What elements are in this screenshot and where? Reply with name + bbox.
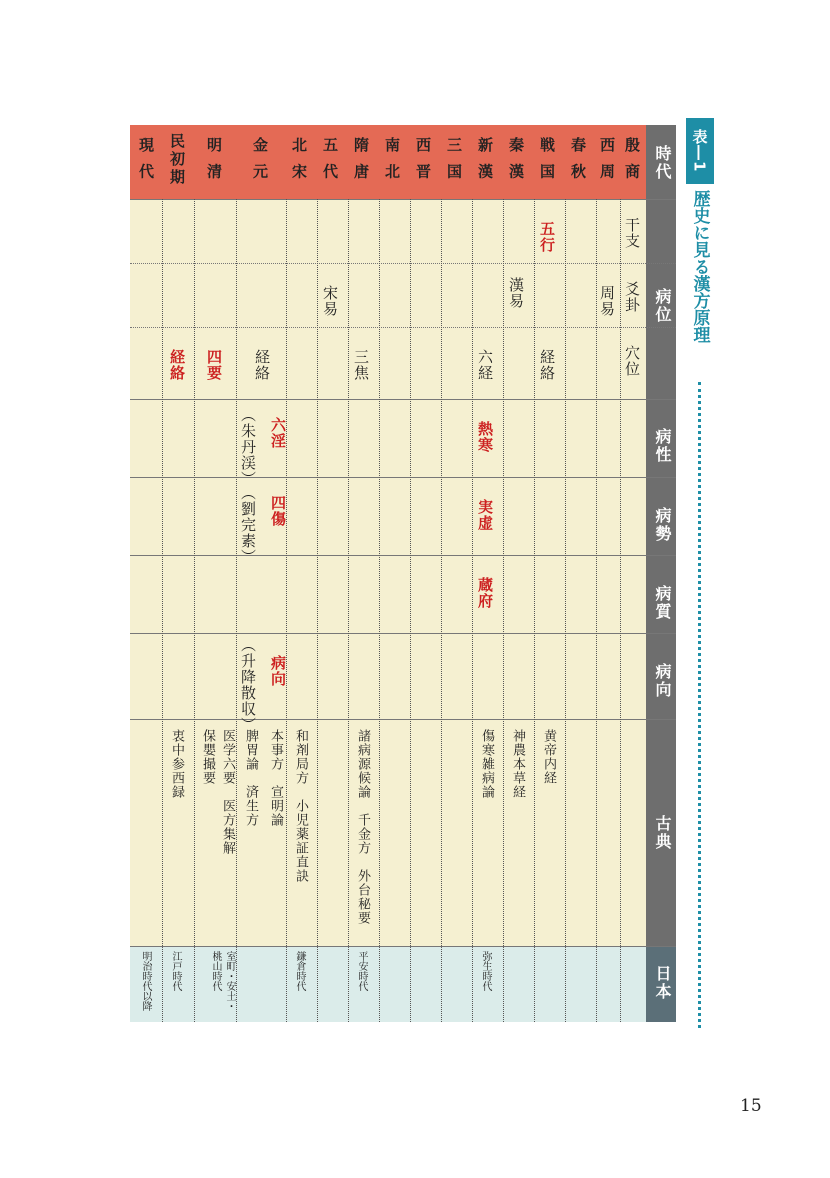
cell-shishou: 四傷 <box>269 495 287 527</box>
era-label: 殷 商 <box>623 137 641 182</box>
cell-kanshi: 干支 <box>623 217 641 249</box>
cell-keiraku2: 経絡 <box>253 349 271 381</box>
cell-netsukan: 熱寒 <box>476 421 494 453</box>
cell-ryuukanso: （劉完素） <box>239 485 257 565</box>
japan-period: 平安時代 <box>356 951 367 991</box>
japan-period: 鎌倉時代 <box>294 951 305 991</box>
era-label: 秦 漢 <box>507 137 525 182</box>
japan-period: 明治時代以降 <box>140 951 151 1011</box>
header-byousei: 病性 <box>653 428 672 464</box>
cell-zoufu: 蔵府 <box>476 577 494 609</box>
era-label: 西 周 <box>598 137 616 182</box>
col-sep <box>130 263 676 264</box>
row-sep <box>534 199 535 1022</box>
history-table <box>130 125 676 1022</box>
cell-shoukousanshuu: （升降散収） <box>239 637 257 733</box>
book-cell: 和剤局方 小児薬証直訣 <box>293 729 308 883</box>
row-sep <box>286 199 287 1022</box>
era-label: 南 北 <box>383 137 401 182</box>
era-label: 明 清 <box>205 137 223 182</box>
book-cell: 脾胃論 済生方 <box>243 729 258 827</box>
cell-jikkyo: 実虚 <box>476 499 494 531</box>
col-sep <box>130 719 676 720</box>
row-sep <box>379 199 380 1022</box>
row-sep <box>503 199 504 1022</box>
header-byoushitsu: 病質 <box>653 585 672 621</box>
era-label: 現 代 <box>137 137 155 182</box>
era-label: 西 晋 <box>414 137 432 182</box>
cell-bunka: 爻卦 <box>623 281 641 313</box>
cell-keiraku1: 経絡 <box>538 349 556 381</box>
era-label: 五 代 <box>321 137 339 182</box>
cell-rokuin: 六淫 <box>269 417 287 449</box>
japan-period: 桃山時代 <box>210 951 221 991</box>
era-label: 民初期 <box>168 133 186 187</box>
cell-rokkei: 六経 <box>476 349 494 381</box>
japan-period: 弥生時代 <box>480 951 491 991</box>
book-cell: 神農本草経 <box>510 729 525 799</box>
book-cell: 諸病源候論 千金方 外台秘要 <box>355 729 370 925</box>
header-byoui: 病位 <box>653 288 672 324</box>
col-sep <box>130 555 676 556</box>
cell-soueki: 宋易 <box>321 285 339 317</box>
cell-kaneki: 漢易 <box>507 277 525 309</box>
col-sep <box>130 399 676 400</box>
header-nihon: 日本 <box>653 965 672 1001</box>
col-sep <box>130 633 676 634</box>
book-cell: 医学六要 医方集解 <box>220 729 235 855</box>
row-sep <box>194 199 195 1022</box>
header-byoukou: 病向 <box>653 663 672 699</box>
row-sep <box>348 199 349 1022</box>
era-label: 春 秋 <box>569 137 587 182</box>
cell-byoukou: 病向 <box>269 655 287 687</box>
book-cell: 黄帝内経 <box>541 729 556 785</box>
era-label: 新 漢 <box>476 137 494 182</box>
cell-sansho: 三焦 <box>352 349 370 381</box>
cell-ketsui: 穴位 <box>623 345 641 377</box>
japan-period: 江戸時代 <box>170 951 181 991</box>
era-label: 隋 唐 <box>352 137 370 182</box>
era-label: 三 国 <box>445 137 463 182</box>
header-byousei2: 病勢 <box>653 507 672 543</box>
era-label: 戦 国 <box>538 137 556 182</box>
row-sep <box>162 199 163 1022</box>
cell-keiraku3: 経絡 <box>168 349 186 381</box>
table-badge: 表―1 <box>686 118 714 184</box>
book-cell: 衷中参西録 <box>169 729 184 799</box>
cell-gogyo: 五行 <box>538 221 556 253</box>
hdr-sep <box>130 946 676 947</box>
row-sep <box>565 199 566 1022</box>
book-cell: 保嬰撮要 <box>200 729 215 785</box>
japan-period: 室町・安土・ <box>224 951 235 1011</box>
table-title: 歴史に見る漢方原理 <box>689 190 710 343</box>
page-number: 15 <box>740 1096 762 1116</box>
row-sep <box>441 199 442 1022</box>
title-leader-dots <box>698 382 701 1028</box>
row-sep <box>596 199 597 1022</box>
book-cell: 傷寒雑病論 <box>479 729 494 799</box>
header-koten: 古典 <box>653 815 672 851</box>
row-sep <box>472 199 473 1022</box>
cell-shutankei: （朱丹渓） <box>239 407 257 487</box>
col-sep <box>130 477 676 478</box>
era-label: 北 宋 <box>290 137 308 182</box>
row-sep <box>317 199 318 1022</box>
book-cell: 本事方 宣明論 <box>268 729 283 827</box>
hdr-sep <box>130 199 676 200</box>
era-label: 金 元 <box>251 137 269 182</box>
header-era: 時代 <box>653 145 672 181</box>
row-sep <box>410 199 411 1022</box>
cell-shueki: 周易 <box>598 285 616 317</box>
row-sep <box>236 199 237 1022</box>
cell-shiyo: 四要 <box>205 349 223 381</box>
row-sep <box>620 199 621 1022</box>
col-sep <box>130 327 676 328</box>
